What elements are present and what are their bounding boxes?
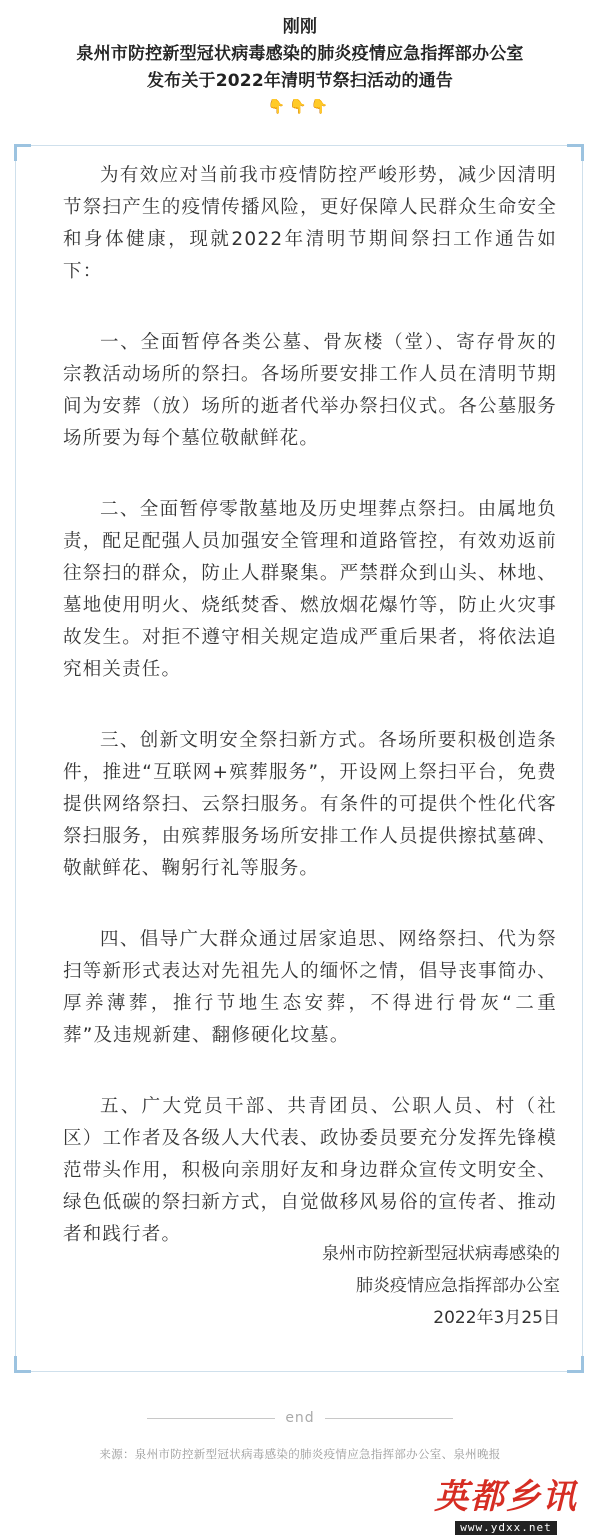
frame-corner-decoration xyxy=(567,1356,584,1373)
frame-corner-decoration xyxy=(567,144,584,161)
end-label: end xyxy=(285,1410,315,1426)
divider-line xyxy=(147,1418,275,1419)
divider-line xyxy=(325,1418,453,1419)
notice-item-3: 三、创新文明安全祭扫新方式。各场所要积极创造条件，推进“互联网+殡葬服务”，开设网上祭扫平台，免费提供网络祭扫、云祭扫服务。有条件的可提供个性化代客祭扫服务，由殡葬服务场所安排工作人员提供擦拭墓碑、敬献鲜花、鞠躬行礼等服务。 xyxy=(63,730,557,879)
notice-signature xyxy=(322,1238,560,1334)
notice-item-1: 一、全面暂停各类公墓、骨灰楼（堂）、寄存骨灰的宗教活动场所的祭扫。各场所要安排工作人员在清明节期间为安葬（放）场所的逝者代举办祭扫仪式。各公墓服务场所要为每个墓位敬献鲜花。 xyxy=(63,332,557,449)
frame-corner-decoration xyxy=(14,1356,31,1373)
watermark-brand: 英都乡讯 xyxy=(434,1477,578,1517)
notice-item-5: 五、广大党员干部、共青团员、公职人员、村（社区）工作者及各级人大代表、政协委员要充分发挥先锋模范带头作用，积极向亲朋好友和身边群众宣传文明安全、绿色低碳的祭扫新方式，自觉做移风易俗的宣传者、推动者和践行者。 xyxy=(63,1096,557,1245)
notice-item-4: 四、倡导广大群众通过居家追思、网络祭扫、代为祭扫等新形式表达对先祖先人的缅怀之情，倡导丧事简办、厚养薄葬，推行节地生态安葬，不得进行骨灰“二重葬”及违规新建、翻修硬化坟墓。 xyxy=(63,929,557,1046)
end-divider xyxy=(0,1406,600,1430)
header-label: 刚刚 xyxy=(282,17,318,37)
header-issuer: 泉州市防控新型冠状病毒感染的肺炎疫情应急指挥部办公室 xyxy=(76,44,524,64)
signature-date: 2022年3月25日 xyxy=(433,1308,560,1328)
signature-org-line2: 肺炎疫情应急指挥部办公室 xyxy=(356,1276,560,1296)
watermark-url: www.ydxx.net xyxy=(455,1521,556,1535)
article-header xyxy=(0,14,600,117)
source-credit: 来源：泉州市防控新型冠状病毒感染的肺炎疫情应急指挥部办公室、泉州晚报 xyxy=(99,1447,501,1461)
header-title: 发布关于2022年清明节祭扫活动的通告 xyxy=(146,71,454,91)
notice-intro: 为有效应对当前我市疫情防控严峻形势，减少因清明节祭扫产生的疫情传播风险，更好保障人民群众生命安全和身体健康，现就2022年清明节期间祭扫工作通告如下： xyxy=(63,165,557,282)
frame-corner-decoration xyxy=(14,144,31,161)
notice-item-2: 二、全面暂停零散墓地及历史埋葬点祭扫。由属地负责，配足配强人员加强安全管理和道路管控，有效劝返前往祭扫的群众，防止人群聚集。严禁群众到山头、林地、墓地使用明火、烧纸焚香、燃放烟花爆竹等，防止火灾事故发生。对拒不遵守相关规定造成严重后果者，将依法追究相关责任。 xyxy=(63,499,557,680)
site-watermark xyxy=(426,1478,586,1535)
signature-org-line1: 泉州市防控新型冠状病毒感染的 xyxy=(322,1244,560,1264)
pointing-down-icon: 👇👇👇 xyxy=(267,99,333,115)
notice-body xyxy=(63,160,557,1290)
